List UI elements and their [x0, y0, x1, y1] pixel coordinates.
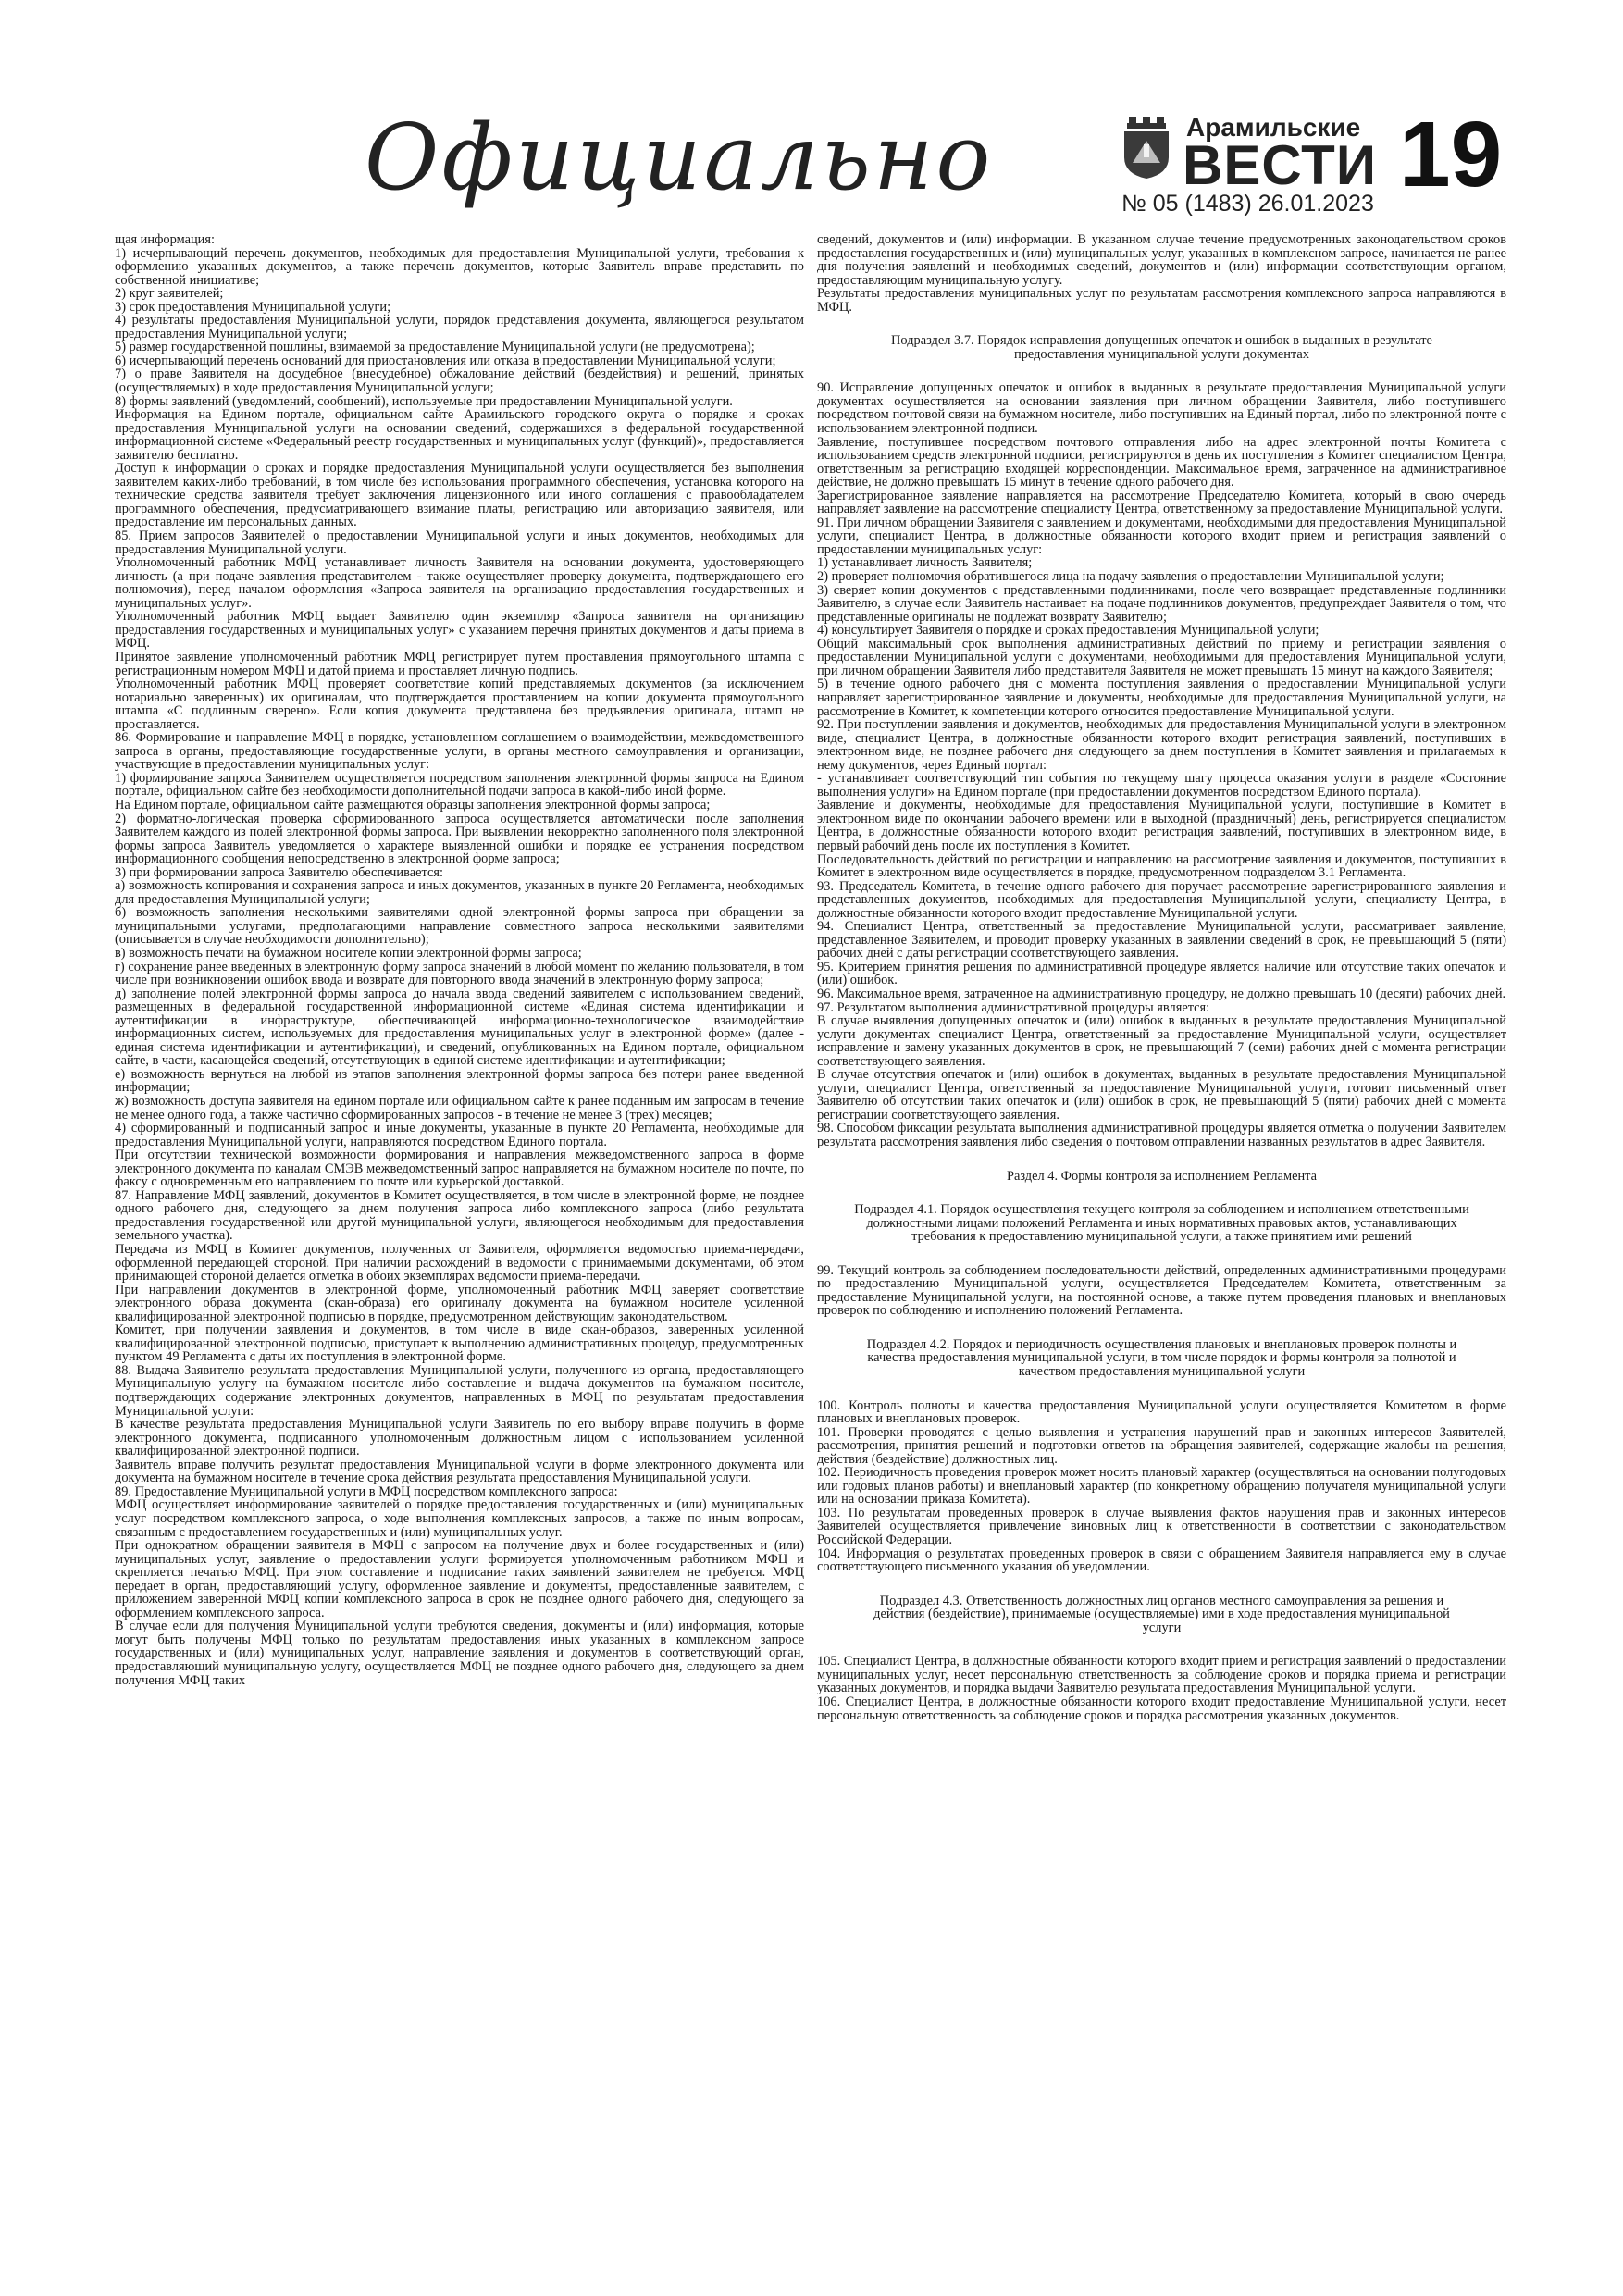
paragraph: 8) формы заявлений (уведомлений, сообщений), используемые при предоставлении Муниципальной услуги.	[115, 393, 733, 409]
paragraph: 95. Критерием принятия решения по административной процедуре является наличие или отсутствие таких опечаток и (или) ошибок.	[817, 959, 1506, 988]
paragraph: Зарегистрированное заявление направляется на рассмотрение Председателю Комитета, который в свою очередь направляет заявление на рассмотрение специалисту Центра, ответственному за предоставление Муниципальной услуги.	[817, 488, 1506, 517]
paragraph: щая информация:	[115, 233, 215, 247]
city-crest-icon	[1121, 117, 1171, 180]
paragraph: Заявление, поступившее посредством почтового отправления либо на адрес электронной почты Комитета с использованием средств электронной подписи, регистрируются в день их поступления в Комитет специалистом Центра, ответственным за регистрацию входящей корреспонденции. Максимальное время, затраченное на административное действие, не должно превышать 15 минут в течение одного рабочего дня.	[817, 434, 1506, 490]
subsection-heading: Подраздел 4.2. Порядок и периодичность осуществления плановых и внеплановых проверок полноты и качества предоставления муниципальной услуги, в том числе порядок и формы контроля за полнотой и качеством предоставления муниципальной услуги	[866, 1336, 1457, 1380]
paragraph: Уполномоченный работник МФЦ устанавливает личность Заявителя на основании документа, удостоверяющего личность (а при подаче заявления представителем - также осуществляет проверку документа, подтверждающего его полномочия), перед началом оформления «Запроса заявителя на организацию предоставления государственных и муниципальных услуг».	[115, 555, 804, 611]
subsection-heading: Подраздел 3.7. Порядок исправления допущенных опечаток и ошибок в выданных в результате предоставления муниципальной услуги документах	[891, 333, 1432, 362]
paragraph: Уполномоченный работник МФЦ проверяет соответствие копий представляемых документов (за исключением нотариально заверенных) их оригиналам, что подтверждается проставлением на копии документа прямоугольного штампа «С подлинным сверено». Если копия документа представлена без предъявления оригинала, штамп не проставляется.	[115, 676, 804, 732]
paragraph: 1) формирование запроса Заявителем осуществляется посредством заполнения электронной формы запроса на Едином портале, официальном сайте без необходимости дополнительной подачи запроса в какой-либо иной форме.	[115, 770, 804, 800]
paragraph: 4) сформированный и подписанный запрос и иные документы, указанные в пункте 20 Регламента, необходимые для предоставления Муниципальной услуги, направляются посредством Единого портала.	[115, 1121, 804, 1149]
section-heading: Раздел 4. Формы контроля за исполнением Регламента	[1006, 1168, 1318, 1184]
paragraph: 93. Председатель Комитета, в течение одного рабочего дня поручает рассмотрение зарегистрированного заявления и представленных документов, необходимых для предоставления Муниципальной услуги, специалисту Центра, в должностные обязанности которого входит предоставление Муниципальной услуги.	[817, 878, 1506, 921]
paragraph: 3) срок предоставления Муниципальной услуги;	[115, 299, 391, 315]
paragraph: е) возможность вернуться на любой из этапов заполнения электронной формы запроса без потери ранее введенной информации;	[115, 1066, 804, 1096]
paragraph: 86. Формирование и направление МФЦ в порядке, установленном соглашением о взаимодействии, межведомственного запроса в органы, предоставляющие государственные услуги, в органы местного самоуправления и организации, участвующие в предоставлении муниципальных услуг:	[115, 730, 804, 773]
newspaper-brand	[1121, 109, 1381, 220]
paragraph: 101. Проверки проводятся с целью выявления и устранения нарушений прав и законных интересов Заявителей, рассмотрения, принятия решений и подготовки ответов на обращения заявителей, содержащие жалобы на решения, действия (бездействие) должностных лиц.	[817, 1424, 1506, 1467]
paragraph: Принятое заявление уполномоченный работник МФЦ регистрирует путем проставления прямоугольного штампа с регистрационным номером МФЦ и датой приема и проставляет личную подпись.	[115, 649, 804, 678]
paragraph: б) возможность заполнения несколькими заявителями одной электронной формы запроса при обращении за муниципальными услугами, предполагающими направление совместного запроса несколькими заявителями (описывается в случае необходимости дополнительно);	[115, 905, 804, 948]
paragraph: Передача из МФЦ в Комитет документов, полученных от Заявителя, оформляется ведомостью приема-передачи, оформленной передающей стороной. При наличии расхождений в ведомости с принимаемыми документами, об этом принимающей стороной делается отметка в обоих экземплярах ведомости приема-передачи.	[115, 1242, 804, 1285]
paragraph: 2) круг заявителей;	[115, 286, 224, 302]
paragraph: 96. Максимальное время, затраченное на административную процедуру, не должно превышать 10 (десяти) рабочих дней.	[817, 986, 1506, 1001]
paragraph: 5) размер государственной пошлины, взимаемой за предоставление Муниципальной услуги (не предусмотрена);	[115, 340, 755, 355]
paragraph: 100. Контроль полноты и качества предоставления Муниципальной услуги осуществляется Комитетом в форме плановых и внеплановых проверок.	[817, 1397, 1506, 1427]
paragraph: Общий максимальный срок выполнения административных действий по приему и регистрации заявления о предоставлении Муниципальной услуги с документами, необходимыми для предоставления Муниципальной услуги, при личном обращении Заявителя либо представителя Заявителя не может превышать 15 минут на каждого Заявителя;	[817, 636, 1506, 678]
paragraph: 7) о праве Заявителя на досудебное (внесудебное) обжалование действий (бездействия) и решений, принятых (осуществляемых) в ходе предоставления Муниципальной услуги;	[115, 366, 804, 396]
paragraph: 1) исчерпывающий перечень документов, необходимых для предоставления Муниципальной услуги, требования к оформлению указанных документов, а также перечень документов, которые Заявитель вправе представить по собственной инициативе;	[115, 245, 804, 288]
paragraph: 4) консультирует Заявителя о порядке и сроках предоставления Муниципальной услуги;	[817, 623, 1319, 639]
paragraph: 5) в течение одного рабочего дня с момента поступления заявления о предоставлении Муниципальной услуги направляет зарегистрированное заявление и документы, необходимые для предоставления Муниципальной услуги, на рассмотрение в Комитет, к компетенции которого относится предоставление Муниципальной услуги.	[817, 676, 1506, 719]
paragraph: При отсутствии технической возможности формирования и направления межведомственного запроса в форме электронного документа по каналам СМЭВ межведомственный запрос направляется на бумажном носителе по почте, по факсу с одновременным его направлением по почте или курьерской доставкой.	[115, 1148, 804, 1190]
paragraph: В качестве результата предоставления Муниципальной услуги Заявитель по его выбору вправе получить в форме электронного документа, подписанного уполномоченным должностным лицом с использованием усиленной квалифицированной электронной подписи.	[115, 1417, 804, 1459]
paragraph: 102. Периодичность проведения проверок может носить плановый характер (осуществляться на основании полугодовых или годовых планов работы) и внеплановый характер (по конкретному обращению получателя муниципальной услуги или на основании приказа Комитета).	[817, 1465, 1506, 1508]
paragraph: 2) форматно-логическая проверка сформированного запроса осуществляется автоматически после заполнения Заявителем каждого из полей электронной формы запроса. При выявлении некорректно заполненного поля электронной формы запроса Заявитель уведомляется о характере выявленной ошибки и порядке ее устранения посредством информационного сообщения непосредственно в электронной форме запроса;	[115, 811, 804, 867]
paragraph: 88. Выдача Заявителю результата предоставления Муниципальной услуги, полученного из органа, предоставляющего Муниципальную услугу на бумажном носителе либо составление и выдача документов на бумажном носителе, подтверждающих содержание электронных документов, направленных в МФЦ по результатам предоставления Муниципальной услуги:	[115, 1362, 804, 1419]
left-column	[115, 233, 804, 2269]
paragraph: а) возможность копирования и сохранения запроса и иных документов, указанных в пункте 20 Регламента, необходимых для предоставления Муниципальной услуги;	[115, 878, 804, 907]
right-column	[817, 233, 1506, 2269]
paragraph: 92. При поступлении заявления и документов, необходимых для предоставления Муниципальной услуги в электронном виде, специалист Центра, в должностные обязанности которого входит регистрация заявлений, поступивших в электронном виде, не позднее рабочего дня следующего за днем поступления в Комитет заявления и прилагаемых к нему документов, через Единый портал:	[817, 717, 1506, 773]
paragraph: В случае выявления допущенных опечаток и (или) ошибок в выданных в результате предоставления Муниципальной услуги документах специалист Центра, ответственный за предоставление Муниципальной услуги, осуществляет исправление и замену указанных документов в срок, не превышающий 7 (семи) рабочих дней с момента регистрации соответствующего заявления.	[817, 1013, 1506, 1069]
paragraph: 6) исчерпывающий перечень оснований для приостановления или отказа в предоставлении Муниципальной услуги;	[115, 353, 776, 368]
paragraph: В случае отсутствия опечаток и (или) ошибок в документах, выданных в результате предоставления Муниципальной услуги, специалист Центра, ответственный за предоставление Муниципальной услуги, готовит письменный ответ Заявителю об отсутствии таких опечаток и (или) ошибок в срок, не превышающий 5 (пяти) рабочих дней с момента регистрации соответствующего заявления.	[817, 1067, 1506, 1123]
paragraph: 3) сверяет копии документов с представленными подлинниками, после чего возвращает представленные подлинники Заявителю, в случае если Заявитель настаивает на подаче подлинников документов, предупреждает Заявителя о том, что представленные оригиналы не подлежат возврату Заявителю;	[817, 582, 1506, 625]
paragraph: Результаты предоставления муниципальных услуг по результатам рассмотрения комплексного запроса направляются в МФЦ.	[817, 286, 1506, 315]
paragraph: Заявитель вправе получить результат предоставления Муниципальной услуги в форме электронного документа или документа на бумажном носителе в течение срока действия результата предоставления Муниципальной услуги.	[115, 1457, 804, 1486]
paragraph: 4) результаты предоставления Муниципальной услуги, порядок представления документа, являющегося результатом предоставления Муниципальной услуги;	[115, 313, 804, 341]
paragraph: Уполномоченный работник МФЦ выдает Заявителю один экземпляр «Запроса заявителя на организацию предоставления государственных и муниципальных услуг» с указанием перечня принятых документов и даты приема в МФЦ.	[115, 609, 804, 652]
paragraph: 89. Предоставление Муниципальной услуги в МФЦ посредством комплексного запроса:	[115, 1483, 618, 1499]
paragraph: г) сохранение ранее введенных в электронную форму запроса значений в любой момент по желанию пользователя, в том числе при возникновении ошибок ввода и возврате для повторного ввода значений в электронную форму запроса;	[115, 959, 804, 988]
paragraph: 1) устанавливает личность Заявителя;	[817, 555, 1033, 571]
paragraph: в) возможность печати на бумажном носителе копии электронной формы запроса;	[115, 945, 582, 961]
paragraph: 85. Прием запросов Заявителей о предоставлении Муниципальной услуги и иных документов, необходимых для предоставления Муниципальной услуги.	[115, 528, 804, 557]
paragraph: Информация на Едином портале, официальном сайте Арамильского городского округа о порядке и сроках предоставления Муниципальной услуги на основании сведений, содержащихся в федеральной государственной информационной системе «Федеральный реестр государственных и муниципальных услуг (функций)», предоставляется заявителю бесплатно.	[115, 407, 804, 463]
paragraph: При направлении документов в электронной форме, уполномоченный работник МФЦ заверяет соответствие электронного образа документа (скан-образа) его оригиналу документа на бумажном носителе усиленной квалифицированной электронной подписью в порядке, предусмотренном действующим законодательством.	[115, 1282, 804, 1324]
paragraph: 94. Специалист Центра, ответственный за предоставление Муниципальной услуги, рассматривает заявление, представленное Заявителем, и проводит проверку указанных в заявлении сведений в срок, не превышающий 5 (пяти) рабочих дней с даты регистрации соответствующего заявления.	[817, 919, 1506, 962]
paragraph: Заявление и документы, необходимые для предоставления Муниципальной услуги, поступившие в Комитет в электронном виде по окончании рабочего времени или в выходной (праздничный) день, регистрируется специалистом Центра, в должностные обязанности которого входит регистрация заявлений, поступивших в электронном виде, в первый рабочий день после их поступления в Комитет.	[817, 798, 1506, 853]
subsection-heading: Подраздел 4.3. Ответственность должностных лиц органов местного самоуправления за решения и действия (бездействие), принимаемые (осуществляемые) ими в ходе предоставления муниципальной услуги	[873, 1593, 1450, 1635]
paragraph: 87. Направление МФЦ заявлений, документов в Комитет осуществляется, в том числе в электронной форме, не позднее одного рабочего дня, следующего за днем получения запроса либо комплексного запроса (либо результата предоставления государственной или другой муниципальной услуги, являющегося необходимым для предоставления земельного участка).	[115, 1187, 804, 1244]
paragraph: 104. Информация о результатах проведенных проверок в связи с обращением Заявителя направляется ему в случае соответствующего письменного указания об уведомлении.	[817, 1545, 1506, 1575]
section-title: Официально	[365, 105, 994, 211]
paragraph: При однократном обращении заявителя в МФЦ с запросом на получение двух и более государственных и (или) муниципальных услуг, заявление о предоставлении услуги формируется уполномоченным работником МФЦ и скрепляется печатью МФЦ. При этом составление и подписание таких заявлений заявителем не требуется. МФЦ передает в орган, предоставляющий услугу, оформленное заявление и документы, предоставленные заявителем, с приложением заверенной МФЦ копии комплексного запроса в срок не позднее одного рабочего дня, следующего за оформлением комплексного запроса.	[115, 1538, 804, 1620]
paragraph: 3) при формировании запроса Заявителю обеспечивается:	[115, 864, 443, 880]
paragraph: 91. При личном обращении Заявителя с заявлением и документами, необходимыми для предоставления Муниципальной услуги, специалист Центра, в должностные обязанности которого входит прием и регистрация заявлений о предоставлении муниципальных услуг:	[817, 515, 1506, 557]
paragraph: ж) возможность доступа заявителя на едином портале или официальном сайте к ранее поданным им запросам в течение не менее одного года, а также частично сформированных запросов - в течение не менее 3 (трех) месяцев;	[115, 1094, 804, 1123]
paragraph: МФЦ осуществляет информирование заявителей о порядке предоставления государственных и (или) муниципальных услуг посредством комплексного запроса, о ходе выполнения комплексных запросов, а также по иным вопросам, связанным с предоставлением государственных и (или) муниципальных услуг.	[115, 1497, 804, 1540]
paragraph: 105. Специалист Центра, в должностные обязанности которого входит прием и регистрация заявлений о предоставлении муниципальных услуг, несет персональную ответственность за соблюдение сроков и порядка приема и регистрации указанных документов, и порядка выдачи Заявителю результата предоставления Муниципальной услуги.	[817, 1654, 1506, 1696]
paragraph: Комитет, при получении заявления и документов, в том числе в виде скан-образов, заверенных усиленной квалифицированной электронной подписью, приступает к выполнению административных процедур, предусмотренных пунктом 49 Регламента с даты их поступления в электронной форме.	[115, 1322, 804, 1365]
page-header	[115, 102, 1512, 231]
paragraph: На Едином портале, официальном сайте размещаются образцы заполнения электронной формы запроса;	[115, 797, 711, 813]
paragraph: 103. По результатам проведенных проверок в случае выявления фактов нарушения прав и законных интересов Заявителей осуществляется привлечение виновных лиц к ответственности в соответствии с законодательством Российской Федерации.	[817, 1505, 1506, 1548]
paragraph: д) заполнение полей электронной формы запроса до начала ввода сведений заявителем с использованием сведений, размещенных в федеральной государственной информационной системе «Единая система идентификации и аутентификации в инфраструктуре, обеспечивающей информационно-технологическое взаимодействие информационных систем, используемых для предоставления муниципальных услуг в электронной форме» (далее - единая система идентификации и аутентификации), и сведений, опубликованных на Едином портале, официальном сайте, в части, касающейся сведений, отсутствующих в единой системе идентификации и аутентификации;	[115, 986, 804, 1069]
paragraph: 106. Специалист Центра, в должностные обязанности которого входит предоставление Муниципальной услуги, несет персональную ответственность за соблюдение сроков и порядка рассмотрения указанных документов.	[817, 1694, 1506, 1723]
paragraph: сведений, документов и (или) информации. В указанном случае течение предусмотренных законодательством сроков предоставления государственных и (или) муниципальных услуг, указанных в комплексном запросе, начинается не ранее дня получения заявлений и необходимых сведений, документов и (или) информации соответствующим органом, предоставляющим муниципальную услугу.	[817, 233, 1506, 288]
paragraph: 99. Текущий контроль за соблюдением последовательности действий, определенных административными процедурами по предоставлению Муниципальной услуги, осуществляется Председателем Комитета, ответственным за предоставление Муниципальной услуги, на постоянной основе, а также путем проведения плановых и внеплановых проверок по соблюдению и исполнению положений Регламента.	[817, 1262, 1506, 1319]
brand-name-small: Арамильские	[1186, 113, 1361, 142]
paragraph: Доступ к информации о сроках и порядке предоставления Муниципальной услуги осуществляется без выполнения заявителем каких-либо требований, в том числе без использования программного обеспечения, установка которого на технические средства заявителя требует заключения лицензионного или иного соглашения с правообладателем программного обеспечения, предусматривающего взимание платы, регистрацию или авторизацию заявителя, или предоставление им персональных данных.	[115, 461, 804, 530]
paragraph: В случае если для получения Муниципальной услуги требуются сведения, документы и (или) информация, которые могут быть получены МФЦ только по результатам предоставления иных указанных в комплексном запросе государственных и (или) муниципальных услуг, направление заявления и документов в соответствующий орган, предоставляющий муниципальную услугу, осуществляется МФЦ не позднее одного рабочего дня, следующего за днем получения МФЦ таких	[115, 1619, 804, 1688]
paragraph: Последовательность действий по регистрации и направлению на рассмотрение заявления и документов, поступивших в Комитет в электронном виде осуществляется в порядке, предусмотренном подразделом 3.1 Регламента.	[817, 851, 1506, 881]
paragraph: 97. Результатом выполнения административной процедуры является:	[817, 999, 1210, 1015]
brand-name-big: ВЕСТИ	[1183, 134, 1377, 196]
page-number: 19	[1399, 103, 1503, 206]
subsection-heading: Подраздел 4.1. Порядок осуществления текущего контроля за соблюдением и исполнением ответственными должностными лицами положений Регламента и иных нормативных правовых актов, устанавливающих требования к предоставлению муниципальной услуги, а также принятием ими решений	[854, 1202, 1469, 1245]
paragraph: 2) проверяет полномочия обратившегося лица на подачу заявления о предоставлении Муниципальной услуги;	[817, 569, 1444, 585]
paragraph: 90. Исправление допущенных опечаток и ошибок в выданных в результате предоставления Муниципальной услуги документах осуществляется на основании заявления при личном обращении Заявителя, либо поступившего посредством почтовой связи на бумажном носителе, либо поступивших на Единый портал, либо по электронной почте с использованием электронной подписи.	[817, 380, 1506, 437]
paragraph: - устанавливает соответствующий тип события по текущему шагу процесса оказания услуги в разделе «Состояние выполнения услуги» на Едином портале (при предоставлении документов посредством Единого портала).	[817, 771, 1506, 800]
paragraph: 98. Способом фиксации результата выполнения административной процедуры является отметка о получении Заявителем результата рассмотрения заявления либо сведения о почтовом отправлении названных результатов в адрес Заявителя.	[817, 1121, 1506, 1149]
issue-number-date: № 05 (1483) 26.01.2023	[1121, 191, 1374, 217]
